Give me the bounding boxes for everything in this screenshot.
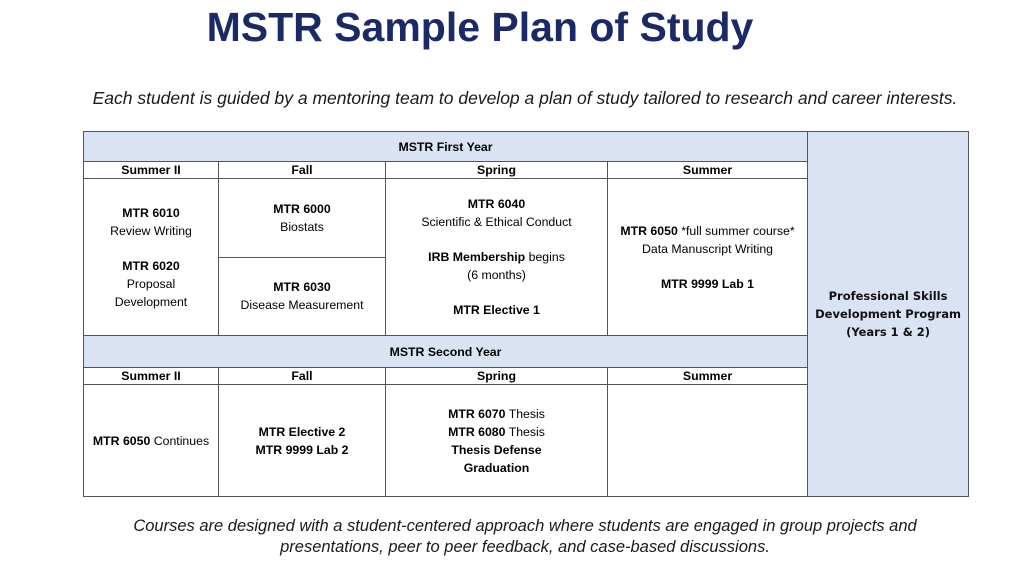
mtr-6010-name: Review Writing xyxy=(110,223,192,238)
mtr-6020-name-b: Development xyxy=(114,294,188,309)
irb-membership: IRB Membership xyxy=(428,250,526,265)
mtr-6050-continues-code: MTR 6050 xyxy=(92,433,151,448)
y1-summer-cell xyxy=(608,179,808,336)
mtr-6000-name: Biostats xyxy=(280,219,324,234)
plan-of-study-table xyxy=(83,131,969,497)
y2-fall-cell xyxy=(219,385,386,497)
mtr-6020-name-a: Proposal xyxy=(126,276,176,291)
irb-begins: begins xyxy=(525,250,565,265)
y2-header-summer-ii: Summer II xyxy=(84,368,219,385)
y2-header-spring: Spring xyxy=(386,368,608,385)
mtr-9999-lab-2: MTR 9999 Lab 2 xyxy=(255,442,349,457)
y2-spring-cell xyxy=(386,385,608,497)
mtr-6050-name: Data Manuscript Writing xyxy=(642,241,774,256)
mtr-6080-name: Thesis xyxy=(505,424,545,439)
y2-summer-cell xyxy=(608,385,808,497)
graduation: Graduation xyxy=(463,460,530,475)
y2-header-fall: Fall xyxy=(219,368,386,385)
mtr-6000-code: MTR 6000 xyxy=(273,201,331,216)
professional-skills-cell xyxy=(808,132,969,497)
y1-header-summer-ii: Summer II xyxy=(84,162,219,179)
y1-header-fall: Fall xyxy=(219,162,386,179)
mtr-6030-code: MTR 6030 xyxy=(273,280,331,295)
page-title: MSTR Sample Plan of Study xyxy=(206,4,754,50)
second-year-band: MSTR Second Year xyxy=(84,336,808,368)
side-line-2: Development Program xyxy=(815,307,961,321)
mtr-6020-code: MTR 6020 xyxy=(122,258,180,273)
thesis-defense: Thesis Defense xyxy=(451,442,542,457)
y1-header-spring: Spring xyxy=(386,162,608,179)
y1-spring-cell xyxy=(386,179,608,336)
mtr-elective-1: MTR Elective 1 xyxy=(453,303,540,318)
footer-line-2: presentations, peer to peer feedback, and case-based discussions. xyxy=(280,538,770,556)
mtr-elective-2: MTR Elective 2 xyxy=(258,424,346,439)
mtr-6040-name: Scientific & Ethical Conduct xyxy=(421,215,572,230)
y2-summer-ii-cell xyxy=(84,385,219,497)
mtr-6040-code: MTR 6040 xyxy=(467,197,526,212)
side-line-3: (Years 1 & 2) xyxy=(846,325,930,339)
mtr-6050-note: *full summer course* xyxy=(677,223,795,238)
footer-line-1: Courses are designed with a student-centered approach where students are engaged in group projects and xyxy=(133,517,917,535)
mtr-6080-code: MTR 6080 xyxy=(448,424,506,439)
y1-summer-ii-cell xyxy=(84,179,219,336)
intro-text: Each student is guided by a mentoring team to develop a plan of study tailored to research and career interests. xyxy=(92,88,958,108)
mtr-6030-name: Disease Measurement xyxy=(240,298,364,313)
irb-duration: (6 months) xyxy=(467,268,526,283)
mtr-6050-continues: Continues xyxy=(150,433,210,448)
y2-header-summer: Summer xyxy=(608,368,808,385)
mtr-6010-code: MTR 6010 xyxy=(122,205,180,220)
footer-text xyxy=(0,516,1024,558)
mtr-9999-lab-1: MTR 9999 Lab 1 xyxy=(661,276,754,291)
mtr-6070-code: MTR 6070 xyxy=(448,406,506,421)
mtr-6050-code: MTR 6050 xyxy=(620,223,678,238)
y1-fall-cell-top xyxy=(219,179,386,257)
y1-header-summer: Summer xyxy=(608,162,808,179)
side-line-1: Professional Skills xyxy=(828,289,948,303)
mtr-6070-name: Thesis xyxy=(505,406,545,421)
first-year-band: MSTR First Year xyxy=(84,132,808,162)
y1-fall-cell-bottom xyxy=(219,257,386,335)
